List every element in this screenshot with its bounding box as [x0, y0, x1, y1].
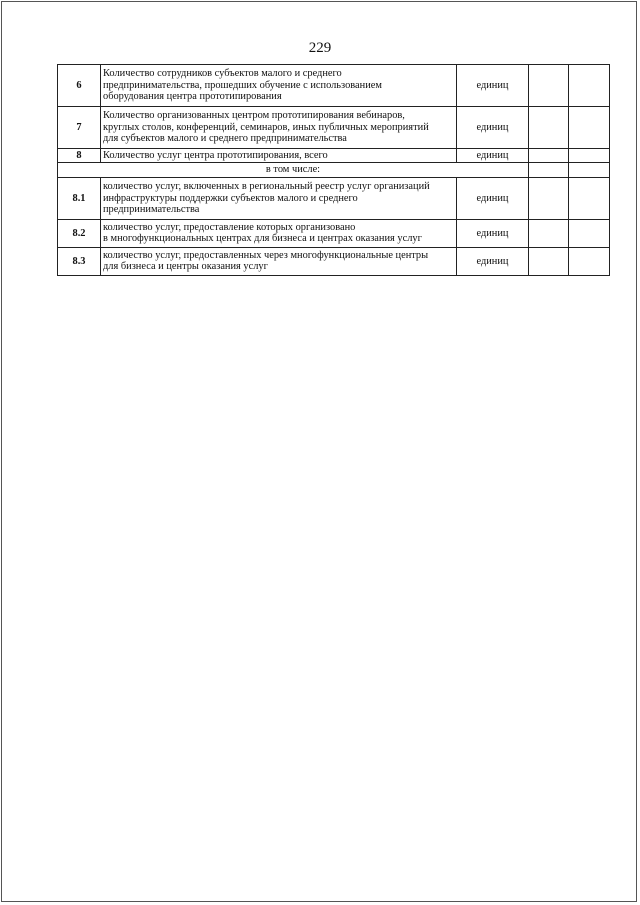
row-number: 8.3 [58, 247, 101, 275]
row-number: 7 [58, 107, 101, 149]
row-number: 8 [58, 149, 101, 163]
row-unit: единиц [457, 219, 529, 247]
table-row [58, 149, 610, 163]
description-line: количество услуг, предоставление которых организовано [103, 221, 356, 233]
description-line: Количество организованных центром прототипирования вебинаров, [103, 110, 405, 122]
description-line: круглых столов, конференций, семинаров, иных публичных мероприятий [103, 121, 429, 133]
description-line: предпринимательства, прошедших обучение с использованием [103, 79, 382, 91]
row-description [101, 65, 457, 107]
description-line: количество услуг, предоставленных через многофункциональные центры [103, 249, 429, 261]
empty-value-cell [529, 247, 569, 275]
empty-value-cell [569, 65, 610, 107]
subheader-row [58, 163, 610, 177]
row-unit: единиц [457, 149, 529, 163]
row-description [101, 219, 457, 247]
description-line: для субъектов малого и среднего предпринимательства [103, 133, 347, 145]
empty-value-cell [529, 219, 569, 247]
description-line: предпринимательства [103, 204, 200, 216]
row-unit: единиц [457, 65, 529, 107]
empty-value-cell [569, 219, 610, 247]
empty-value-cell [569, 107, 610, 149]
empty-value-cell [569, 247, 610, 275]
description-line: количество услуг, включенных в региональный реестр услуг организаций [103, 181, 430, 193]
table-row [58, 107, 610, 149]
empty-value-cell [529, 163, 569, 177]
description-line: в многофункциональных центрах для бизнеса и центрах оказания услуг [103, 233, 422, 245]
row-unit: единиц [457, 107, 529, 149]
row-unit: единиц [457, 177, 529, 219]
table-row [58, 219, 610, 247]
description-line: оборудования центра прототипирования [103, 91, 282, 103]
table-row [58, 177, 610, 219]
empty-value-cell [569, 177, 610, 219]
description-line: для бизнеса и центры оказания услуг [103, 261, 268, 273]
empty-value-cell [529, 107, 569, 149]
description-line: Количество сотрудников субъектов малого и среднего [103, 68, 342, 80]
page-number: 229 [308, 40, 332, 56]
table-row [58, 247, 610, 275]
row-unit: единиц [457, 247, 529, 275]
row-description [101, 107, 457, 149]
row-number: 8.1 [58, 177, 101, 219]
row-description [101, 177, 457, 219]
row-description [101, 247, 457, 275]
empty-value-cell [529, 177, 569, 219]
row-description [101, 149, 457, 163]
empty-value-cell [569, 163, 610, 177]
empty-value-cell [569, 149, 610, 163]
description-line: Количество услуг центра прототипирования, всего [103, 150, 328, 161]
empty-value-cell [529, 149, 569, 163]
table-row [58, 65, 610, 107]
row-number: 8.2 [58, 219, 101, 247]
subheader-label: в том числе: [58, 163, 529, 177]
empty-value-cell [529, 65, 569, 107]
row-number: 6 [58, 65, 101, 107]
report-table [57, 64, 610, 276]
description-line: инфраструктуры поддержки субъектов малого и среднего [103, 192, 358, 204]
